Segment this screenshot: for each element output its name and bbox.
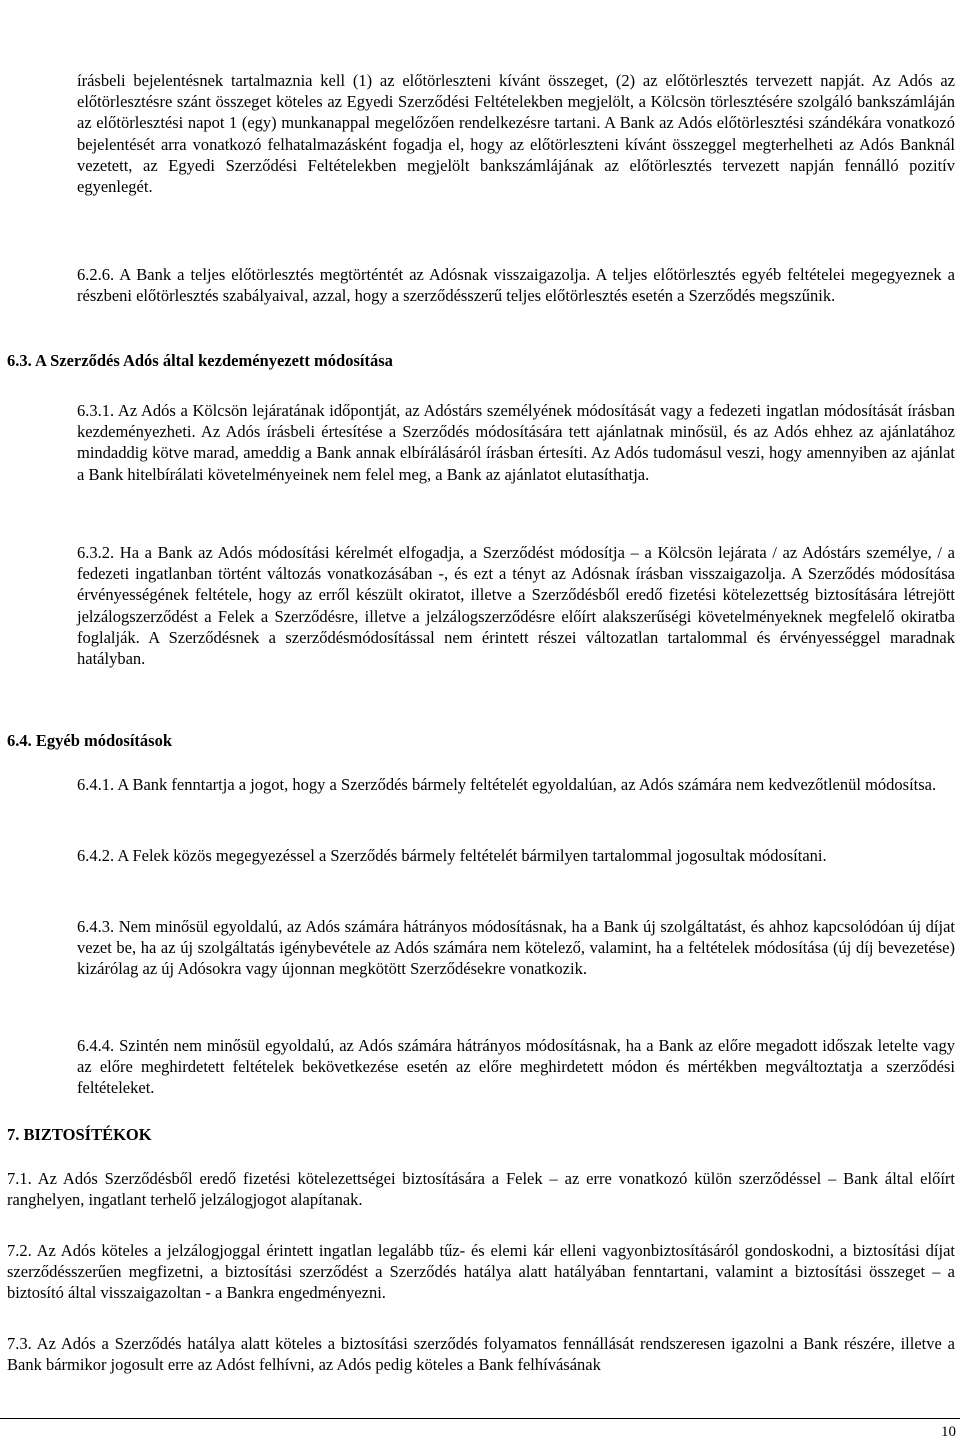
paragraph-7-3: 7.3. Az Adós a Szerződés hatálya alatt köteles a biztosítási szerződés folyamatos fennállását rendszeresen igazolni a Bank részére, illetve a Bank bármikor jogosult erre az Adóst felhívni, az Adós pedig köteles a Bank felhívásának xyxy=(7,1334,955,1375)
paragraph-6-3-2: 6.3.2. Ha a Bank az Adós módosítási kérelmét elfogadja, a Szerződést módosítja – a Kölcsön lejárata / az Adóstárs személye, / a fedezeti ingatlanban történt változás vonatkozásában -, és ezt a tényt az Adósnak írásban visszaigazolja. A Szerződés módosítása érvényességének feltétele, hogy az erről készült okiratot, illetve a Szerződésből eredő fizetési kötelezettség biztosítására létrejött jelzálogszerződést a Felek a Szerződésre, illetve a jelzálogszerződésre előírt alakszerűségi követelményeknek megfelelő okiratba foglalják. A Szerződésnek a szerződésmódosítással nem érintett részei változatlan tartalommal és érvényességgel maradnak hatályban. xyxy=(77,543,955,669)
heading-6-3: 6.3. A Szerződés Adós által kezdeményezett módosítása xyxy=(7,351,393,370)
paragraph-6-2-6: 6.2.6. A Bank a teljes előtörlesztés megtörténtét az Adósnak visszaigazolja. A teljes előtörlesztés egyéb feltételei megegyeznek a részbeni előtörlesztés szabályaival, azzal, hogy a szerződésszerű teljes előtörlesztés esetén a Szerződés megszűnik. xyxy=(77,265,955,306)
paragraph-7-1: 7.1. Az Adós Szerződésből eredő fizetési kötelezettségei biztosítására a Felek – az erre vonatkozó külön szerződéssel – Bank által előírt ranghelyen, ingatlant terhelő jelzálogjogot alapítanak. xyxy=(7,1169,955,1210)
heading-7: 7. BIZTOSÍTÉKOK xyxy=(7,1125,152,1144)
heading-6-4: 6.4. Egyéb módosítások xyxy=(7,731,173,750)
paragraph-6-4-2: 6.4.2. A Felek közös megegyezéssel a Szerződés bármely feltételét bármilyen tartalommal jogosultak módosítani. xyxy=(77,846,827,865)
paragraph-6-4-4: 6.4.4. Szintén nem minősül egyoldalú, az Adós számára hátrányos módosításnak, ha a Bank az előre megadott időszak letelte vagy az előre meghirdetett feltételek bekövetkezése esetén az előre meghirdetett módon és mértékben megváltoztatja a szerződési feltételeket. xyxy=(77,1036,955,1098)
paragraph-7-2: 7.2. Az Adós köteles a jelzálogjoggal érintett ingatlan legalább tűz- és elemi kár elleni vagyonbiztosításáról gondoskodni, a biztosítási díjat szerződésszerűen megfizetni, a biztosítási szerződést a Szerződés hatálya alatt hatályában fenntartani, valamint a biztosítási összeget – a biztosító által visszaigazoltan - a Bankra engedményezni. xyxy=(7,1241,955,1303)
footer-rule xyxy=(0,1418,960,1419)
paragraph-6-4-3: 6.4.3. Nem minősül egyoldalú, az Adós számára hátrányos módosításnak, ha a Bank új szolgáltatást, és ahhoz kapcsolódóan új díjat vezet be, ha az új szolgáltatás igénybevétele az Adós számára nem kötelező, valamint, ha a feltételek módosítása (új díj bevezetése) kizárólag az új Adósokra vagy újonnan megkötött Szerződésekre vonatkozik. xyxy=(77,917,955,979)
paragraph-6-3-1: 6.3.1. Az Adós a Kölcsön lejáratának időpontját, az Adóstárs személyének módosítását vagy a fedezeti ingatlan módosítását írásban kezdeményezheti. Az Adós írásbeli értesítése a Szerződés módosítására tett ajánlatnak minősül, és az Adós ehhez az ajánlatához mindaddig kötve marad, ameddig a Bank annak elbírálásáról írásban értesíti. Az Adós tudomásul veszi, hogy amennyiben az ajánlat a Bank hitelbírálati követelményeinek nem felel meg, a Bank az ajánlatot elutasíthatja. xyxy=(77,401,955,484)
page-number: 10 xyxy=(941,1424,956,1440)
paragraph-6-2-5-continuation: írásbeli bejelentésnek tartalmaznia kell (1) az előtörleszteni kívánt összeget, (2) az előtörlesztés tervezett napját. Az Adós az előtörlesztésre szánt összeget köteles az Egyedi Szerződési Feltételekben megjelölt, a Kölcsön törlesztésére szolgáló bankszámláján az előtörlesztési napot 1 (egy) munkanappal megelőzően rendelkezésre tartani. A Bank az Adós előtörlesztési szándékára vonatkozó bejelentését arra vonatkozó felhatalmazásként fogadja el, hogy az előtörleszteni kívánt összeggel megterhelheti az Adós Banknál vezetett, az Egyedi Szerződési Feltételekben megjelölt bankszámlájának az előtörlesztés tervezett napján fennálló pozitív egyenlegét. xyxy=(77,71,955,197)
paragraph-6-4-1: 6.4.1. A Bank fenntartja a jogot, hogy a Szerződés bármely feltételét egyoldalúan, az Adós számára nem kedvezőtlenül módosítsa. xyxy=(77,775,937,794)
